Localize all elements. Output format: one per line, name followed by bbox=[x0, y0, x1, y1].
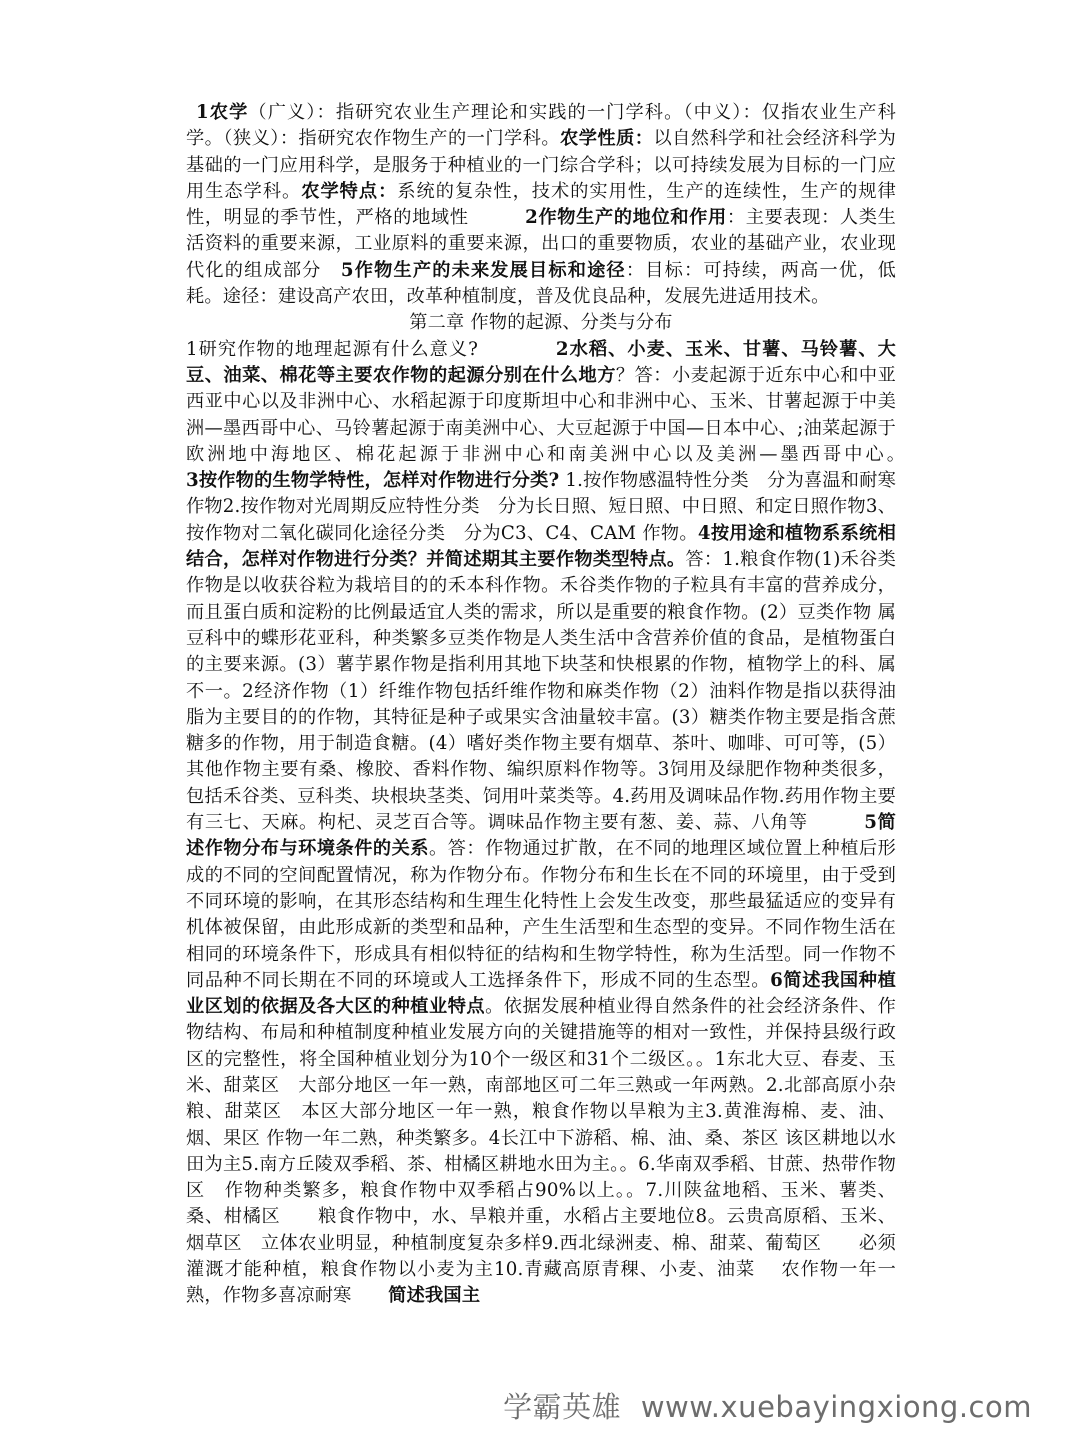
paragraph-agronomy-intro bbox=[186, 100, 896, 310]
text-run: 。依据发展种植业得自然条件的社会经济条件、作物结构、布局和种植制度种植业发展方向的关键措施等的相对一致性，并保持县级行政区的完整性，将全国种植业划分为10个一级区和31个二级区。。1东北大豆、春麦、玉米、甜菜区 大部分地区一年一熟，南部地区可二年三熟或一年两熟。2.北部高原小杂粮、甜菜区 本区大部分地区一年一熟，粮食作物以旱粮为主3.黄淮海棉、麦、油、烟、果区 作物一年二熟，种类繁多。4长江中下游稻、棉、油、桑、茶区 该区耕地以水田为主5.南方丘陵双季稻、茶、柑橘区耕地水田为主。。6.华南双季稻、甘蔗、热带作物区 作物种类繁多，粮食作物中双季稻占90%以上。。7.川陕盆地稻、玉米、薯类、桑、柑橘区 粮食作物中，水、旱粮并重，水稻占主要地位8。云贵高原稻、玉米、烟草区 立体农业明显，种植制度复杂多样9.西北绿洲麦、棉、甜菜、葡萄区 必须灌溉才能种植，粮食作物以小麦为主10.青藏高原青稞、小麦、油菜 农作物一年一熟，作物多喜凉耐寒 bbox=[186, 996, 896, 1307]
bold-heading-run: 6简述我国种植业区划的依据及各大区的种植业特点 bbox=[186, 969, 896, 1018]
site-watermark bbox=[503, 1385, 1032, 1426]
bold-heading-run: 简述我国主 bbox=[388, 1285, 481, 1307]
watermark-url: www.xuebayingxiong.com bbox=[640, 1390, 1032, 1424]
text-run: 1.按作物感温特性分类 分为喜温和耐寒作物2.按作物对光周期反应特性分类 分为长日照、短日照、中日照、和定日照作物3、按作物对二氧化碳同化途径分类 分为C3、C4、CAM 作物。 bbox=[186, 470, 896, 544]
text-run: 系统的复杂性，技术的实用性，生产的连续性，生产的规律性，明显的季节性，严格的地域性 bbox=[186, 180, 896, 229]
bold-heading-run: 1农学 bbox=[196, 102, 249, 123]
text-run: （广义）：指研究农业生产理论和实践的一门学科。（中义）：仅指农业生产科学。（狭义）：指研究农作物生产的一门学科。 bbox=[186, 102, 896, 150]
bold-heading-run: 农学特点： bbox=[301, 180, 398, 202]
bold-heading-run: 2作物生产的地位和作用 bbox=[525, 207, 727, 229]
text-run: 。答：作物通过扩散，在不同的地理区域位置上种植后形成的不同的空间配置情况，称为作物分布。作物分布和生长在不同的环境里，由于受到不同环境的影响，在其形态结构和生理生化特性上会发生改变，那些最猛适应的变异有机体被保留，由此形成新的类型和品种，产生生活型和生态型的变异。不同作物生活在相同的环境条件下，形成具有相似特征的结构和生物学特性，称为生活型。同一作物不同品种不同长期在不同的环境或人工选择条件下，形成不同的生态型。 bbox=[186, 838, 896, 991]
text-run: 答：1.粮食作物(1)禾谷类作物是以收获谷粒为栽培目的的禾本科作物。禾谷类作物的子粒具有丰富的营养成分，而且蛋白质和淀粉的比例最适宜人类的需求，所以是重要的粮食作物。(2）豆类作物 属豆科中的蝶形花亚科，种类繁多豆类作物是人类生活中含营养价值的食品，是植物蛋白的主要来源。(3）薯芋累作物是指利用其地下块茎和快根累的作物，植物学上的科、属不一。2经济作物（1）纤维作物包括纤维作物和麻类作物（2）油料作物是指以获得油脂为主要目的的作物，其特征是种子或果实含油量较丰富。(3）糖类作物主要是指含蔗糖多的作物，用于制造食糖。(4）嗜好类作物主要有烟草、茶叶、咖啡、可可等，(5）其他作物主要有桑、橡胶、香料作物、编织原料作物等。3饲用及绿肥作物种类很多，包括禾谷类、豆科类、块根块茎类、饲用叶菜类等。4.药用及调味品作物.药用作物主要有三七、天麻。枸杞、灵芝百合等。调味品作物主要有葱、姜、蒜、八角等 bbox=[186, 549, 896, 834]
paragraph-chapter-two bbox=[186, 337, 988, 1310]
bold-heading-run: 4按用途和植物系系统相结合，怎样对作物进行分类？并简述期其主要作物类型特点。 bbox=[186, 522, 896, 571]
text-run: ：主要表现：人类生活资料的重要来源，工业原料的重要来源，出口的重要物质，农业的基础产业，农业现代化的组成部分 bbox=[186, 207, 896, 281]
bold-heading-run: 5作物生产的未来发展目标和途径 bbox=[340, 259, 626, 281]
watermark-brand: 学霸英雄 bbox=[503, 1390, 622, 1424]
text-run: 以自然科学和社会经济科学为基础的一门应用科学，是服务于种植业的一门综合学科；以可持续发展为目标的一门应用生态学科。 bbox=[186, 128, 896, 202]
bold-heading-run: 3按作物的生物学特性，怎样对作物进行分类? bbox=[186, 470, 560, 492]
bold-heading-run: 农学性质： bbox=[560, 128, 654, 150]
text-run: ：目标：可持续，两高一优，低耗。途径：建设高产农田，改革种植制度，普及优良品种，发展先进适用技术。 bbox=[186, 259, 896, 308]
bold-heading-run: 5简述作物分布与环境条件的关系 bbox=[186, 812, 896, 860]
text-run: 1研究作物的地理起源有什么意义? bbox=[186, 338, 556, 360]
chapter-title: 第二章 作物的起源、分类与分布 bbox=[409, 312, 673, 334]
document-body bbox=[186, 100, 988, 1310]
text-run: ？答：小麦起源于近东中心和中亚西亚中心以及非洲中心、水稻起源于印度斯坦中心和非洲中心、玉米、甘薯起源于中美洲—墨西哥中心、马铃薯起源于南美洲中心、大豆起源于中国—日本中心、;油菜起源于欧洲地中海地区、棉花起源于非洲中心和南美洲中心以及美洲—墨西哥中心。 bbox=[186, 364, 988, 465]
bold-heading-run: 2水稻、小麦、玉米、甘薯、马铃薯、大豆、油菜、棉花等主要农作物的起源分别在什么地方 bbox=[186, 338, 896, 386]
